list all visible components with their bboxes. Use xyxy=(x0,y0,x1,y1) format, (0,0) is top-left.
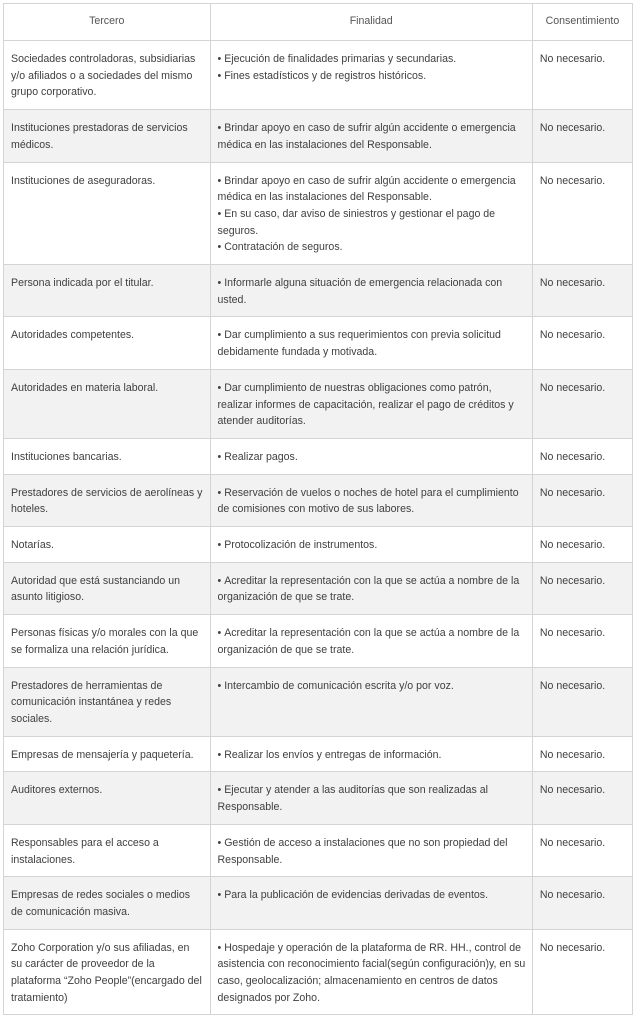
finalidad-item: • Para la publicación de evidencias derivadas de eventos. xyxy=(218,887,526,904)
tercero-cell: Personas físicas y/o morales con la que se formaliza una relación jurídica. xyxy=(4,615,211,667)
tercero-cell: Prestadores de servicios de aerolíneas y hoteles. xyxy=(4,474,211,526)
table-row xyxy=(4,667,633,736)
consentimiento-cell: No necesario. xyxy=(532,615,632,667)
finalidad-item: • Ejecutar y atender a las auditorías que son realizadas al Responsable. xyxy=(218,782,526,815)
finalidad-item: • Dar cumplimiento a sus requerimientos con previa solicitud debidamente fundada y motivada. xyxy=(218,327,526,360)
finalidad-cell xyxy=(210,41,532,110)
table-header-row xyxy=(4,4,633,41)
finalidad-cell xyxy=(210,772,532,824)
consentimiento-cell: No necesario. xyxy=(532,877,632,929)
finalidad-item: • Realizar pagos. xyxy=(218,449,526,466)
finalidad-cell xyxy=(210,438,532,474)
tercero-cell: Empresas de mensajería y paquetería. xyxy=(4,736,211,772)
finalidad-item: • Brindar apoyo en caso de sufrir algún accidente o emergencia médica en las instalaciones del Responsable. xyxy=(218,120,526,153)
tercero-cell: Sociedades controladoras, subsidiarias y/o afiliados o a sociedades del mismo grupo corporativo. xyxy=(4,41,211,110)
finalidad-cell xyxy=(210,736,532,772)
consentimiento-cell: No necesario. xyxy=(532,527,632,563)
consentimiento-cell: No necesario. xyxy=(532,317,632,369)
tercero-cell: Responsables para el acceso a instalaciones. xyxy=(4,824,211,876)
table-row xyxy=(4,41,633,110)
finalidad-item: • Acreditar la representación con la que se actúa a nombre de la organización de que se trate. xyxy=(218,625,526,658)
third-parties-table xyxy=(3,3,633,1015)
tercero-cell: Zoho Corporation y/o sus afiliadas, en su carácter de proveedor de la plataforma “Zoho People”(encargado del tratamiento) xyxy=(4,929,211,1015)
finalidad-cell xyxy=(210,527,532,563)
tercero-cell: Auditores externos. xyxy=(4,772,211,824)
tercero-cell: Persona indicada por el titular. xyxy=(4,265,211,317)
finalidad-cell xyxy=(210,615,532,667)
table-row xyxy=(4,772,633,824)
table-row xyxy=(4,369,633,438)
table-row xyxy=(4,824,633,876)
table-row xyxy=(4,317,633,369)
table-row xyxy=(4,110,633,162)
table-row xyxy=(4,474,633,526)
table-row xyxy=(4,736,633,772)
finalidad-item: • Ejecución de finalidades primarias y secundarias. xyxy=(218,51,526,68)
tercero-cell: Autoridades en materia laboral. xyxy=(4,369,211,438)
finalidad-cell xyxy=(210,369,532,438)
finalidad-item: • Protocolización de instrumentos. xyxy=(218,537,526,554)
table-row xyxy=(4,438,633,474)
finalidad-cell xyxy=(210,265,532,317)
consentimiento-cell: No necesario. xyxy=(532,162,632,265)
table-row xyxy=(4,877,633,929)
consentimiento-cell: No necesario. xyxy=(532,562,632,614)
finalidad-cell xyxy=(210,877,532,929)
finalidad-item: • Fines estadísticos y de registros históricos. xyxy=(218,68,526,85)
consentimiento-cell: No necesario. xyxy=(532,929,632,1015)
consentimiento-cell: No necesario. xyxy=(532,41,632,110)
finalidad-item: • Gestión de acceso a instalaciones que no son propiedad del Responsable. xyxy=(218,835,526,868)
finalidad-item: • Informarle alguna situación de emergencia relacionada con usted. xyxy=(218,275,526,308)
tercero-cell: Autoridad que está sustanciando un asunto litigioso. xyxy=(4,562,211,614)
finalidad-cell xyxy=(210,667,532,736)
finalidad-cell xyxy=(210,162,532,265)
tercero-cell: Prestadores de herramientas de comunicación instantánea y redes sociales. xyxy=(4,667,211,736)
column-header-consentimiento: Consentimiento xyxy=(532,4,632,41)
tercero-cell: Empresas de redes sociales o medios de comunicación masiva. xyxy=(4,877,211,929)
finalidad-cell xyxy=(210,317,532,369)
column-header-tercero: Tercero xyxy=(4,4,211,41)
column-header-finalidad: Finalidad xyxy=(210,4,532,41)
consentimiento-cell: No necesario. xyxy=(532,667,632,736)
finalidad-item: • Dar cumplimiento de nuestras obligaciones como patrón, realizar informes de capacitación, realizar el pago de créditos y atender auditorías. xyxy=(218,380,526,430)
tercero-cell: Autoridades competentes. xyxy=(4,317,211,369)
tercero-cell: Instituciones bancarias. xyxy=(4,438,211,474)
finalidad-cell xyxy=(210,562,532,614)
finalidad-cell xyxy=(210,110,532,162)
tercero-cell: Instituciones de aseguradoras. xyxy=(4,162,211,265)
consentimiento-cell: No necesario. xyxy=(532,265,632,317)
consentimiento-cell: No necesario. xyxy=(532,110,632,162)
finalidad-item: • En su caso, dar aviso de siniestros y gestionar el pago de seguros. xyxy=(218,206,526,239)
finalidad-cell xyxy=(210,474,532,526)
table-row xyxy=(4,162,633,265)
finalidad-item: • Intercambio de comunicación escrita y/o por voz. xyxy=(218,678,526,695)
consentimiento-cell: No necesario. xyxy=(532,474,632,526)
table-row xyxy=(4,615,633,667)
finalidad-item: • Hospedaje y operación de la plataforma de RR. HH., control de asistencia con reconocimiento facial(según configuración)y, en su caso, geolocalización; almacenamiento en centros de datos designados por Zoho. xyxy=(218,940,526,1007)
tercero-cell: Instituciones prestadoras de servicios médicos. xyxy=(4,110,211,162)
consentimiento-cell: No necesario. xyxy=(532,369,632,438)
finalidad-item: • Realizar los envíos y entregas de información. xyxy=(218,747,526,764)
consentimiento-cell: No necesario. xyxy=(532,736,632,772)
finalidad-cell xyxy=(210,929,532,1015)
table-row xyxy=(4,929,633,1015)
finalidad-item: • Brindar apoyo en caso de sufrir algún accidente o emergencia médica en las instalaciones del Responsable. xyxy=(218,173,526,206)
tercero-cell: Notarías. xyxy=(4,527,211,563)
consentimiento-cell: No necesario. xyxy=(532,772,632,824)
table-row xyxy=(4,562,633,614)
consentimiento-cell: No necesario. xyxy=(532,824,632,876)
finalidad-cell xyxy=(210,824,532,876)
finalidad-item: • Contratación de seguros. xyxy=(218,239,526,256)
finalidad-item: • Acreditar la representación con la que se actúa a nombre de la organización de que se trate. xyxy=(218,573,526,606)
table-row xyxy=(4,527,633,563)
finalidad-item: • Reservación de vuelos o noches de hotel para el cumplimiento de comisiones con motivo de sus labores. xyxy=(218,485,526,518)
consentimiento-cell: No necesario. xyxy=(532,438,632,474)
table-row xyxy=(4,265,633,317)
